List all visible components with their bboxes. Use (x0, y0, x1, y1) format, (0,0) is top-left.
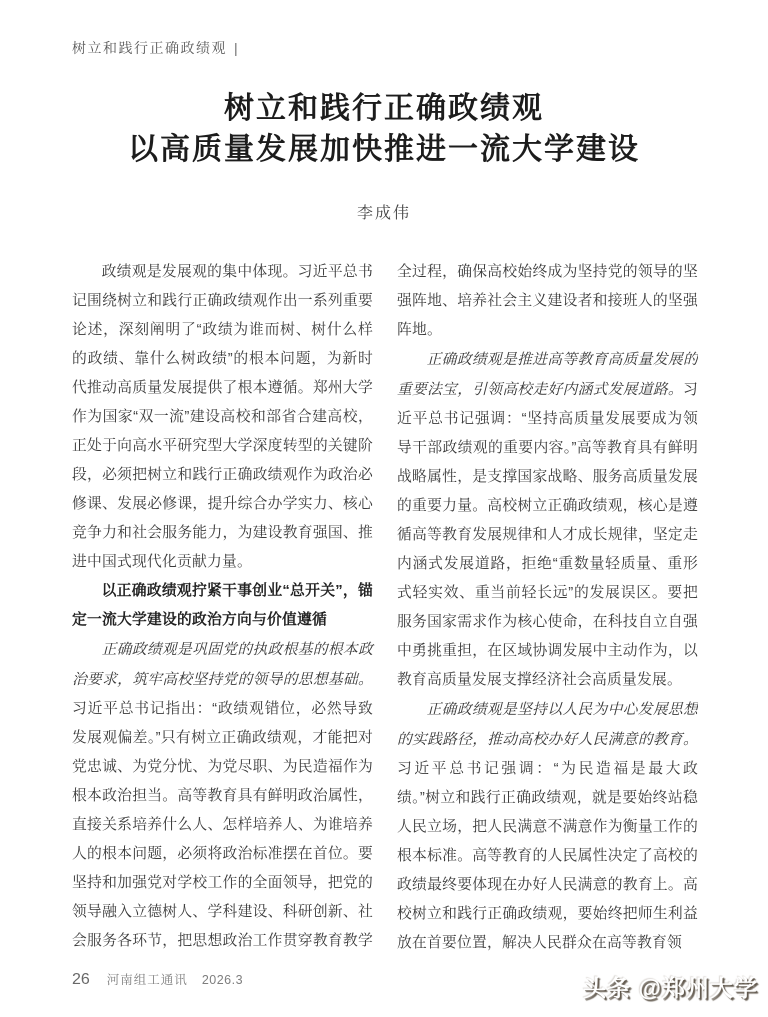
paragraph-political-rest: 习近平总书记指出：“政绩观错位，必然导致发展观偏差。”只有树立正确政绩观，才能把对党忠诚、为党分忧、为党尽职、为民造福作为根本政治担当。高等教育具有鲜明政治属性，直接关系培养什么人、怎样培养人、为谁培养人的根本问题，必须将政治标准摆在首位。要坚持和加强党对学校工作的全面领导，把党的领导融入立德树人、学科建设、科研创新、社会服务各环节，把思想政治工作贯穿教育教学全过程，确保高校始终成为坚持党的领导的坚强阵地、培养社会主义建设者和接班人的坚强阵地。 (72, 264, 698, 949)
author-name: 李成伟 (356, 205, 411, 222)
paragraph-people-rest: 习近平总书记强调：“为民造福是最大政绩。”树立和践行正确政绩观，就是要始终站稳人民立场，把人民满意不满意作为衡量工作的根本标准。高等教育的人民属性决定了高校的政绩最终要体现在办好人民满意的教育上。高校树立和践行正确政绩观，要始终把师生利益放在首要位置，解决人民群众在高等教育领 (397, 761, 698, 951)
article-title (0, 88, 768, 170)
page-footer (72, 970, 243, 989)
paragraph-intro-text: 政绩观是发展观的集中体现。习近平总书记围绕树立和践行正确政绩观作出一系列重要论述，深刻阐明了“政绩为谁而树、树什么样的政绩、靠什么树政绩”的根本问题，为新时代推动高质量发展提供了根本遵循。郑州大学作为国家“双一流”建设高校和部省合建高校，正处于向高水平研究型大学深度转型的关键阶段，必须把树立和践行正确政绩观作为政治必修课、发展必修课，提升综合办学实力、核心竞争力和社会服务能力，为建设教育强国、推进中国式现代化贡献力量。 (72, 264, 373, 570)
article-title-line2: 以高质量发展加快推进一流大学建设 (128, 133, 640, 166)
page-number: 26 (72, 971, 90, 988)
section-header (72, 38, 239, 58)
paragraph-development-rest: 习近平总书记强调：“坚持高质量发展要成为领导干部政绩观的重要内容。”高等教育具有鲜明战略属性，是支撑国家战略、服务高质量发展的重要力量。高校树立正确政绩观，核心是遵循高等教育发展规律和人才成长规律，坚定走内涵式发展道路，拒绝“重数量轻质量、重形式轻实效、重当前轻长远”的发展误区。要把服务国家需求作为核心使命，在科技自立自强中勇挑重担，在区域协调发展中主动作为，以教育高质量发展支撑经济社会高质量发展。 (397, 382, 698, 688)
paragraph-development (397, 345, 698, 695)
paragraph-intro (72, 258, 373, 577)
section-separator-bar: | (234, 40, 240, 56)
toutiao-watermark: 头条 @郑州大学 (583, 975, 758, 1001)
paragraph-people-lead: 正确政绩观是坚持以人民为中心发展思想的实践路径，推动高校办好人民满意的教育。 (397, 701, 698, 748)
article-title-line1: 树立和践行正确政绩观 (224, 92, 544, 125)
section-subhead-text: 以正确政绩观拧紧干事创业“总开关”，锚定一流大学建设的政治方向与价值遵循 (72, 583, 373, 628)
section-subhead (72, 577, 373, 635)
paragraph-people (397, 695, 698, 958)
article-body (72, 258, 698, 958)
issue-number: 2026.3 (201, 973, 244, 987)
section-label: 树立和践行正确政绩观 (72, 40, 227, 56)
paragraph-development-lead: 正确政绩观是推进高等教育高质量发展的重要法宝，引领高校走好内涵式发展道路。 (397, 351, 698, 398)
paragraph-political-lead: 正确政绩观是巩固党的执政根基的根本政治要求，筑牢高校坚持党的领导的思想基础。 (72, 641, 373, 688)
journal-name: 河南组工通讯 (106, 973, 188, 987)
